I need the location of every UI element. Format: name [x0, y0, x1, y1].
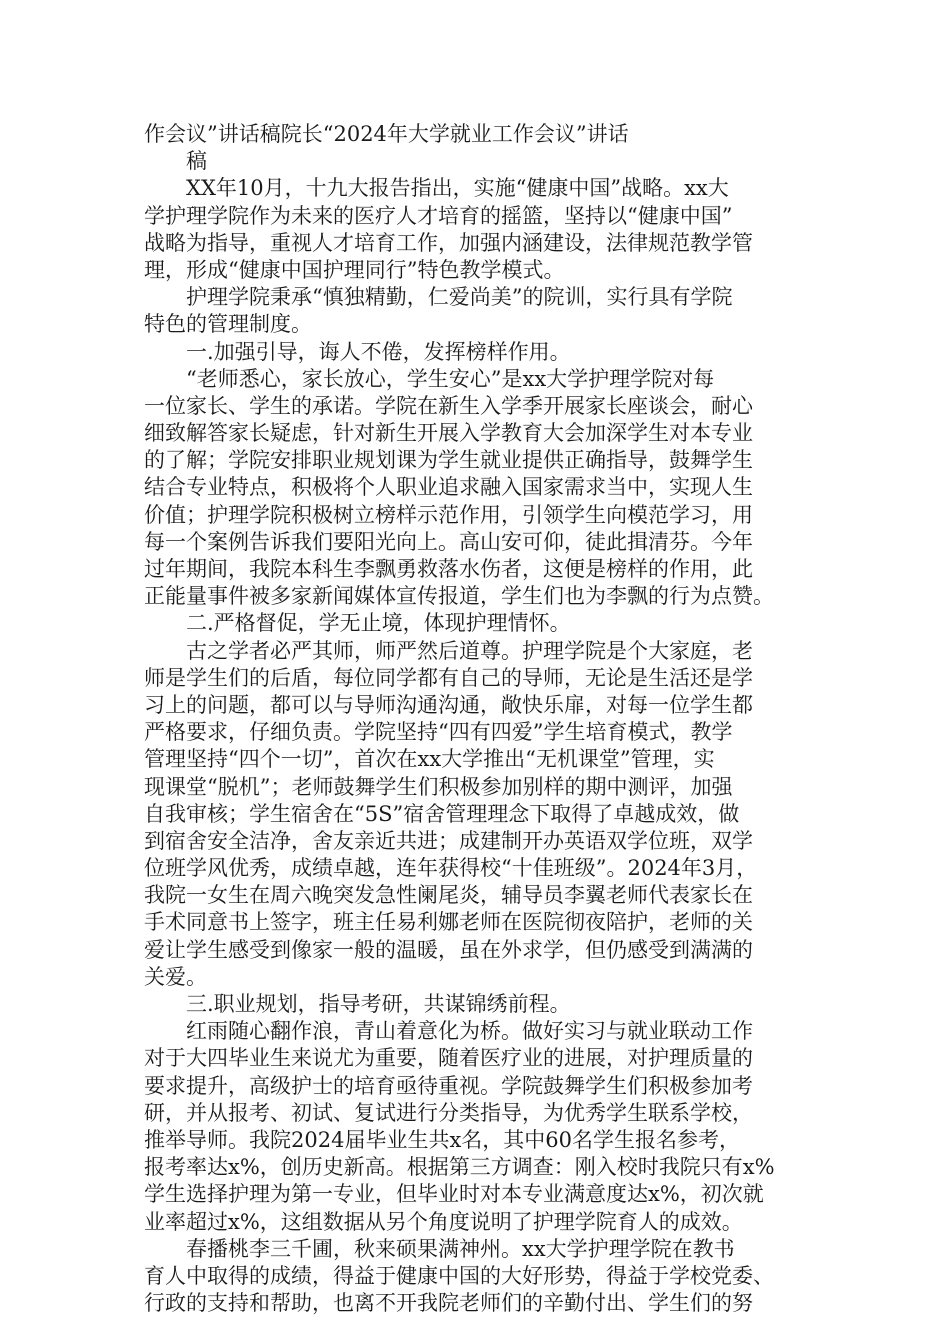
text-line: 价值；护理学院积极树立榜样示范作用，引领学生向模范学习，用	[144, 502, 753, 527]
text-line: 春播桃李三千圃，秋来硕果满神州。xx大学护理学院在教书	[186, 1236, 735, 1261]
text-line: 自我审核；学生宿舍在“5S”宿舍管理理念下取得了卓越成效，做	[144, 801, 740, 826]
text-line: 作会议”讲话稿院长“2024年大学就业工作会议”讲话	[144, 122, 629, 146]
text-line: 位班学风优秀，成绩卓越，连年获得校“十佳班级”。2024年3月，	[144, 856, 758, 881]
text-line: 每一个案例告诉我们要阳光向上。高山安可仰，徒此揖清芬。今年	[144, 529, 753, 554]
text-line: 研，并从报考、初试、复试进行分类指导，为优秀学生联系学校，	[144, 1100, 753, 1125]
text-line: 育人中取得的成绩，得益于健康中国的大好形势，得益于学校党委、	[144, 1263, 774, 1288]
text-line: “老师悉心，家长放心，学生安心”是xx大学护理学院对每	[186, 366, 715, 391]
text-line: 过年期间，我院本科生李飘勇救落水伤者，这便是榜样的作用，此	[144, 557, 753, 581]
text-line: 细致解答家长疑虑，针对新生开展入学教育大会加深学生对本专业	[144, 421, 753, 446]
text-line: 我院一女生在周六晚突发急性阑尾炎，辅导员李翼老师代表家长在	[144, 883, 753, 908]
text-line: 一.加强引导，诲人不倦，发挥榜样作用。	[186, 339, 571, 364]
text-line: 要求提升，高级护士的培育亟待重视。学院鼓舞学生们积极参加考	[144, 1073, 753, 1098]
text-line: 特色的管理制度。	[144, 312, 312, 337]
text-line: 的了解；学院安排职业规划课为学生就业提供正确指导，鼓舞学生	[144, 448, 753, 473]
text-line: 推举导师。我院2024届毕业生共x名，其中60名学生报名参考，	[144, 1127, 741, 1152]
text-line: 师是学生们的后盾，每位同学都有自己的导师，无论是生活还是学	[144, 665, 753, 690]
text-line: 二.严格督促，学无止境，体现护理情怀。	[186, 611, 571, 636]
text-line: 现课堂“脱机”；老师鼓舞学生们积极参加别样的期中测评，加强	[144, 774, 733, 799]
document-body	[144, 121, 824, 1317]
text-line: XX年10月，十九大报告指出，实施“健康中国”战略。xx大	[186, 176, 729, 201]
text-line: 手术同意书上签字，班主任易利娜老师在医院彻夜陪护，老师的关	[144, 910, 753, 935]
text-line: 护理学院秉承“慎独精勤，仁爱尚美”的院训，实行具有学院	[186, 285, 733, 310]
text-line: 古之学者必严其师，师严然后道尊。护理学院是个大家庭，老	[186, 638, 753, 663]
text-line: 行政的支持和帮助，也离不开我院老师们的辛勤付出、学生们的努	[144, 1291, 753, 1316]
text-line: 稿	[186, 149, 207, 174]
text-line: 关爱。	[144, 964, 207, 989]
text-line: 业率超过x%，这组数据从另个角度说明了护理学院育人的成效。	[144, 1209, 743, 1234]
text-line: 理，形成“健康中国护理同行”特色教学模式。	[144, 257, 565, 282]
text-line: 正能量事件被多家新闻媒体宣传报道，学生们也为李飘的行为点赞。	[144, 584, 774, 609]
text-line: 结合专业特点，积极将个人职业追求融入国家需求当中，实现人生	[144, 475, 753, 500]
text-line: 三.职业规划，指导考研，共谋锦绣前程。	[186, 992, 571, 1016]
text-line: 报考率达x%，创历史新高。根据第三方调查：刚入校时我院只有x%	[144, 1155, 775, 1180]
text-line: 管理坚持“四个一切”，首次在xx大学推出“无机课堂”管理，实	[144, 747, 715, 772]
text-line: 一位家长、学生的承诺。学院在新生入学季开展家长座谈会，耐心	[144, 393, 753, 418]
text-line: 到宿舍安全洁净，舍友亲近共进；成建制开办英语双学位班，双学	[144, 828, 753, 853]
text-line: 严格要求，仔细负责。学院坚持“四有四爱”学生培育模式，教学	[144, 720, 733, 745]
text-line: 习上的问题，都可以与导师沟通沟通，敞快乐扉，对每一位学生都	[144, 692, 753, 717]
text-line: 学护理学院作为未来的医疗人才培育的摇篮，坚持以“健康中国”	[144, 203, 733, 228]
text-line: 对于大四毕业生来说尤为重要，随着医疗业的进展，对护理质量的	[144, 1046, 753, 1071]
text-line: 学生选择护理为第一专业，但毕业时对本专业满意度达x%，初次就	[144, 1182, 764, 1207]
text-line: 战略为指导，重视人才培育工作，加强内涵建设，法律规范教学管	[144, 230, 753, 255]
text-line: 爱让学生感受到像家一般的温暖，虽在外求学，但仍感受到满满的	[144, 937, 753, 962]
text-line: 红雨随心翻作浪，青山着意化为桥。做好实习与就业联动工作	[186, 1019, 753, 1044]
